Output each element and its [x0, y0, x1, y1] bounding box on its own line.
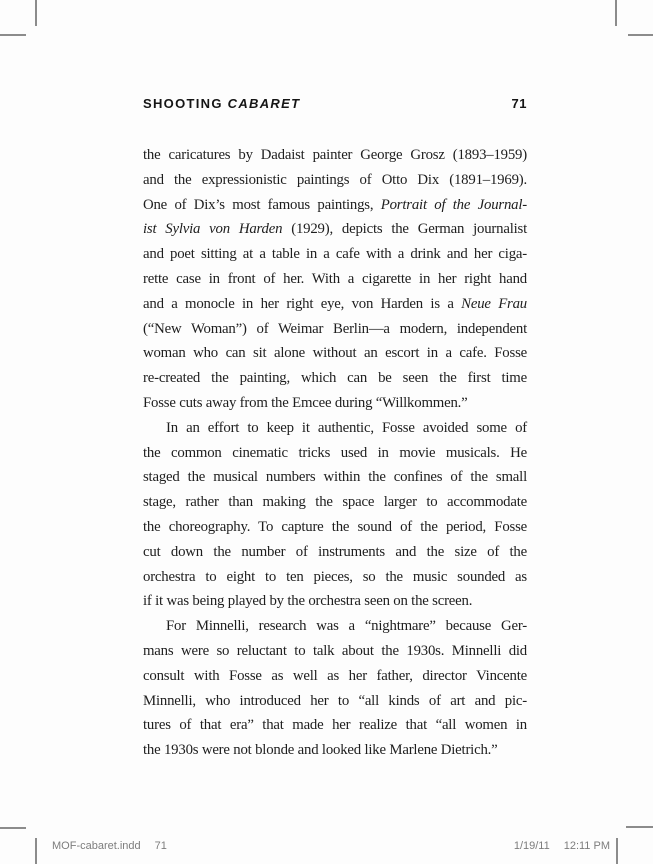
crop-mark-top-left-horizontal — [0, 34, 26, 36]
body-line: cut down the number of instruments and the size of the — [143, 543, 527, 560]
body-line: Fosse cuts away from the Emcee during “Willkommen.” — [143, 394, 468, 411]
body-line: and the expressionistic paintings of Otto Dix (1891–1969). — [143, 171, 527, 188]
body-line: mans were so reluctant to talk about the 1930s. Minnelli did — [143, 642, 527, 659]
chapter-title-normal: SHOOTING — [143, 96, 228, 111]
body-line: consult with Fosse as well as her father, director Vincente — [143, 667, 527, 684]
slug-page-number: 71 — [154, 840, 167, 852]
body-line: (“New Woman”) of Weimar Berlin—a modern, independent — [143, 320, 527, 337]
body-line: One of Dix’s most famous paintings, Portrait of the Journal- — [143, 196, 528, 213]
body-line: the 1930s were not blonde and looked like Marlene Dietrich.” — [143, 742, 498, 759]
body-line: the choreography. To capture the sound of the period, Fosse — [143, 518, 527, 535]
chapter-title-italic: CABARET — [227, 96, 301, 111]
body-line: and a monocle in her right eye, von Harden is a Neue Frau — [143, 295, 527, 312]
body-line: ist Sylvia von Harden (1929), depicts the German journalist — [143, 221, 527, 238]
body-line: if it was being played by the orchestra seen on the screen. — [143, 593, 473, 610]
body-line: In an effort to keep it authentic, Fosse avoided some of — [166, 419, 527, 436]
crop-mark-bottom-right-vertical — [616, 838, 618, 864]
crop-mark-top-right-vertical — [615, 0, 617, 26]
slug-timestamp — [514, 840, 610, 852]
body-line: re-created the painting, which can be seen the first time — [143, 370, 527, 387]
body-line: For Minnelli, research was a “nightmare” because Ger- — [166, 618, 527, 635]
body-line: the common cinematic tricks used in movie musicals. He — [143, 444, 527, 461]
body-line: the caricatures by Dadaist painter George Grosz (1893–1959) — [143, 147, 527, 163]
body-line: staged the musical numbers within the confines of the small — [143, 469, 527, 486]
crop-mark-bottom-left-horizontal — [0, 827, 26, 829]
body-line: rette case in front of her. With a cigarette in her right hand — [143, 270, 527, 287]
slug-date: 1/19/11 — [513, 840, 550, 852]
chapter-title — [143, 96, 300, 111]
body-line: Minnelli, who introduced her to “all kinds of art and pic- — [143, 692, 527, 709]
running-head — [143, 96, 527, 111]
crop-mark-top-right-horizontal — [628, 34, 653, 36]
slug-time: 12:11 PM — [563, 840, 610, 852]
slug-filename — [52, 840, 167, 852]
body-line: woman who can sit alone without an escort in a cafe. Fosse — [143, 345, 527, 362]
body-line: orchestra to eight to ten pieces, so the music sounded as — [143, 568, 527, 585]
slug-filename-text: MOF-cabaret.indd — [52, 840, 141, 852]
crop-mark-bottom-left-vertical — [35, 838, 37, 864]
body-line: stage, rather than making the space larger to accommodate — [143, 494, 527, 511]
crop-mark-bottom-right-horizontal — [626, 826, 653, 828]
body-text — [143, 143, 527, 763]
body-line: and poet sitting at a table in a cafe with a drink and her ciga- — [143, 246, 527, 263]
page-number: 71 — [511, 96, 527, 111]
body-line: tures of that era” that made her realize that “all women in — [143, 717, 527, 734]
crop-mark-top-left-vertical — [35, 0, 37, 26]
